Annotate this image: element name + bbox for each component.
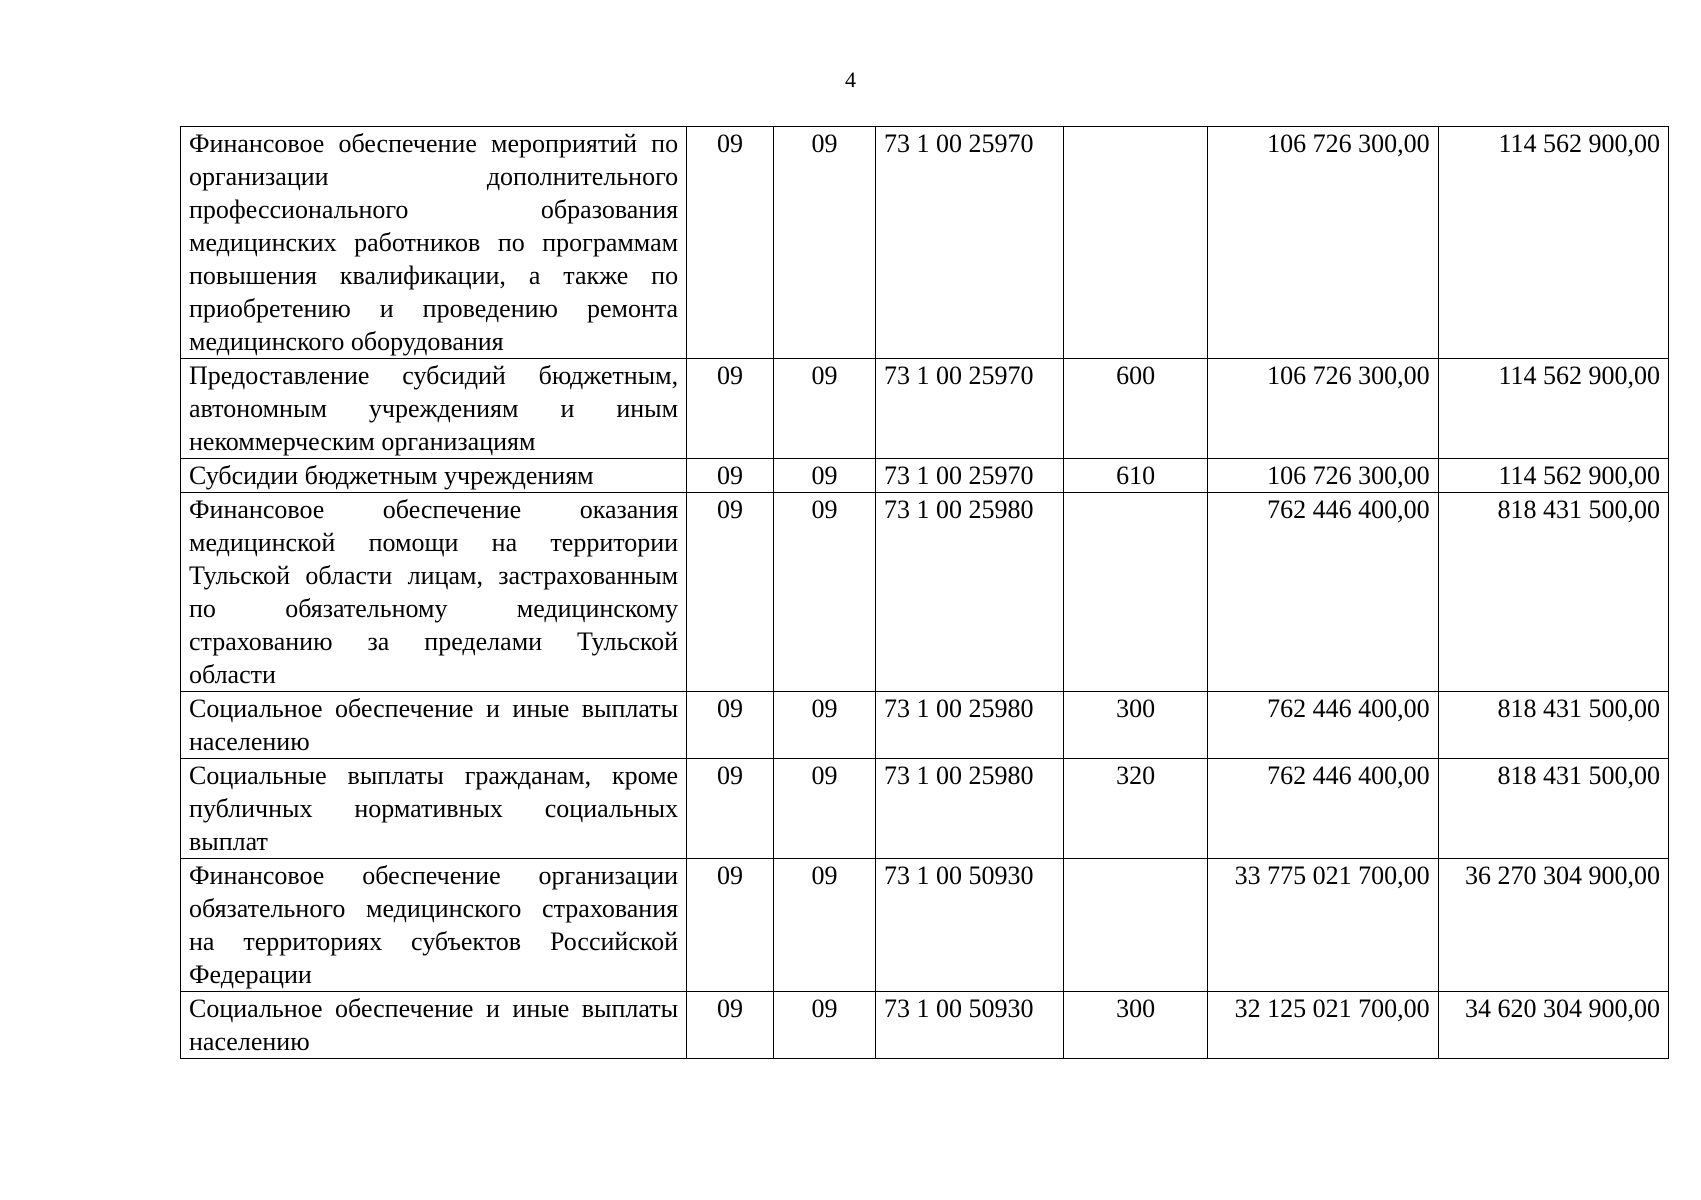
row-amount-2: 34 620 304 900,00 bbox=[1438, 992, 1668, 1059]
row-amount-2: 818 431 500,00 bbox=[1438, 692, 1668, 759]
row-name: Финансовое обеспечение оказания медицинской помощи на территории Тульской области лицам, застрахованным по обязательному медицинскому страхованию за пределами Тульской области bbox=[181, 493, 687, 692]
row-amount-1: 762 446 400,00 bbox=[1208, 759, 1438, 859]
row-expense-type: 300 bbox=[1063, 692, 1207, 759]
row-amount-1: 106 726 300,00 bbox=[1208, 127, 1438, 359]
row-subsection: 09 bbox=[773, 859, 875, 992]
row-section: 09 bbox=[687, 359, 774, 459]
row-expense-type: 600 bbox=[1063, 359, 1207, 459]
row-target-article: 73 1 00 50930 bbox=[875, 992, 1063, 1059]
row-expense-type: 320 bbox=[1063, 759, 1207, 859]
row-amount-2: 114 562 900,00 bbox=[1438, 459, 1668, 493]
row-expense-type bbox=[1063, 493, 1207, 692]
row-subsection: 09 bbox=[773, 359, 875, 459]
table-row bbox=[181, 493, 1669, 692]
budget-table-body bbox=[181, 127, 1669, 1059]
row-expense-type bbox=[1063, 859, 1207, 992]
row-subsection: 09 bbox=[773, 459, 875, 493]
row-name: Финансовое обеспечение организации обязательного медицинского страхования на территориях субъектов Российской Федерации bbox=[181, 859, 687, 992]
row-subsection: 09 bbox=[773, 759, 875, 859]
row-amount-1: 106 726 300,00 bbox=[1208, 459, 1438, 493]
row-amount-1: 106 726 300,00 bbox=[1208, 359, 1438, 459]
row-target-article: 73 1 00 25980 bbox=[875, 493, 1063, 692]
row-section: 09 bbox=[687, 127, 774, 359]
row-amount-1: 762 446 400,00 bbox=[1208, 493, 1438, 692]
row-section: 09 bbox=[687, 859, 774, 992]
row-section: 09 bbox=[687, 493, 774, 692]
table-row bbox=[181, 692, 1669, 759]
row-amount-2: 818 431 500,00 bbox=[1438, 493, 1668, 692]
table-row bbox=[181, 359, 1669, 459]
row-amount-1: 762 446 400,00 bbox=[1208, 692, 1438, 759]
row-name: Финансовое обеспечение мероприятий по организации дополнительного профессионального образования медицинских работников по программам повышения квалификации, а также по приобретению и проведению ремонта медицинского оборудования bbox=[181, 127, 687, 359]
row-target-article: 73 1 00 25970 bbox=[875, 359, 1063, 459]
row-amount-1: 32 125 021 700,00 bbox=[1208, 992, 1438, 1059]
row-amount-1: 33 775 021 700,00 bbox=[1208, 859, 1438, 992]
row-subsection: 09 bbox=[773, 692, 875, 759]
row-subsection: 09 bbox=[773, 493, 875, 692]
budget-table bbox=[180, 126, 1669, 1059]
table-row bbox=[181, 127, 1669, 359]
row-amount-2: 818 431 500,00 bbox=[1438, 759, 1668, 859]
row-amount-2: 114 562 900,00 bbox=[1438, 127, 1668, 359]
table-row bbox=[181, 759, 1669, 859]
row-name: Субсидии бюджетным учреждениям bbox=[181, 459, 687, 493]
row-subsection: 09 bbox=[773, 127, 875, 359]
row-name: Социальное обеспечение и иные выплаты населению bbox=[181, 692, 687, 759]
row-target-article: 73 1 00 25980 bbox=[875, 692, 1063, 759]
row-expense-type: 300 bbox=[1063, 992, 1207, 1059]
table-row bbox=[181, 459, 1669, 493]
row-amount-2: 36 270 304 900,00 bbox=[1438, 859, 1668, 992]
row-amount-2: 114 562 900,00 bbox=[1438, 359, 1668, 459]
row-expense-type: 610 bbox=[1063, 459, 1207, 493]
row-name: Социальные выплаты гражданам, кроме публичных нормативных социальных выплат bbox=[181, 759, 687, 859]
row-subsection: 09 bbox=[773, 992, 875, 1059]
row-section: 09 bbox=[687, 759, 774, 859]
row-name: Социальное обеспечение и иные выплаты населению bbox=[181, 992, 687, 1059]
row-section: 09 bbox=[687, 459, 774, 493]
row-section: 09 bbox=[687, 692, 774, 759]
row-target-article: 73 1 00 50930 bbox=[875, 859, 1063, 992]
row-section: 09 bbox=[687, 992, 774, 1059]
row-name: Предоставление субсидий бюджетным, автономным учреждениям и иным некоммерческим организациям bbox=[181, 359, 687, 459]
table-row bbox=[181, 859, 1669, 992]
page-number: 4 bbox=[845, 67, 856, 92]
row-target-article: 73 1 00 25970 bbox=[875, 459, 1063, 493]
row-target-article: 73 1 00 25980 bbox=[875, 759, 1063, 859]
table-row bbox=[181, 992, 1669, 1059]
row-target-article: 73 1 00 25970 bbox=[875, 127, 1063, 359]
row-expense-type bbox=[1063, 127, 1207, 359]
